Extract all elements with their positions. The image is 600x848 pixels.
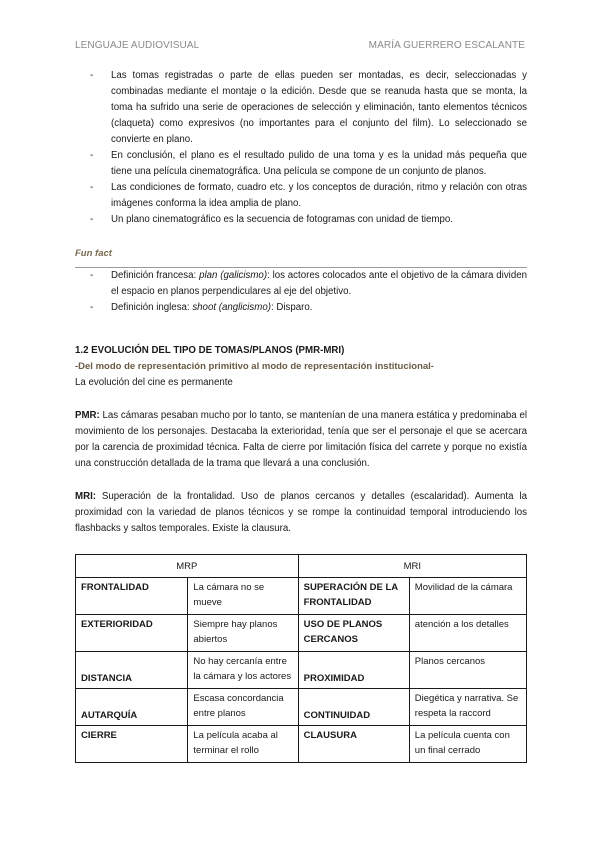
section-subtitle: -Del modo de representación primitivo al modo de representación institucional- <box>75 361 434 372</box>
table-row <box>76 726 527 763</box>
definitions-list <box>75 268 527 316</box>
list-item <box>75 300 527 316</box>
section-title: 1.2 EVOLUCIÓN DEL TIPO DE TOMAS/PLANOS (PMR-MRI) <box>75 345 345 356</box>
table-row <box>76 578 527 615</box>
mri-label: MRI: <box>75 491 96 502</box>
table-cell: USO DE PLANOS CERCANOS <box>298 615 409 652</box>
definition-text: : los actores colocados ante el objetivo de la cámara dividen el espacio en planos perpendiculares al eje del objetivo. <box>111 270 527 297</box>
pmr-text: Las cámaras pesaban mucho por lo tanto, se mantenían de una manera estática y predominaba el movimiento de los personajes. Destacaba la exterioridad, tenía que ser el personaje el que se acercara por la carencia de proximidad técnica. Falta de cierre por limitación física del carrete y porque no existía una construcción detallada de la trama que llevará a una conclusión. <box>75 410 527 469</box>
plano-bullet-list <box>75 68 527 228</box>
definition-prefix: Definición inglesa: <box>111 302 193 313</box>
column-header-mrp: MRP <box>76 555 299 578</box>
definition-term: plan (galicismo) <box>199 270 268 281</box>
table-cell: SUPERACIÓN DE LA FRONTALIDAD <box>298 578 409 615</box>
mri-paragraph <box>75 489 527 537</box>
pmr-paragraph <box>75 408 527 472</box>
table-header-row <box>76 555 527 578</box>
table-cell: DISTANCIA <box>76 652 188 689</box>
pmr-label: PMR: <box>75 410 100 421</box>
mri-text: Superación de la frontalidad. Uso de planos cercanos y detalles (escalaridad). Aumenta la proximidad con la variedad de planos técnicos y se rompe la continuidad temporal introduciendo los flashbacks y saltos temporales. Existe la clausura. <box>75 491 527 534</box>
table-cell: CIERRE <box>76 726 188 763</box>
list-item <box>75 268 527 300</box>
table-cell: CLAUSURA <box>298 726 409 763</box>
table-cell: Siempre hay planos abiertos <box>188 615 298 652</box>
table-row <box>76 652 527 689</box>
table-cell: CONTINUIDAD <box>298 689 409 726</box>
header-author: MARÍA GUERRERO ESCALANTE <box>368 40 525 51</box>
header-course-title: LENGUAJE AUDIOVISUAL <box>75 40 200 51</box>
table-cell: Escasa concordancia entre planos <box>188 689 298 726</box>
comparison-table <box>75 554 527 763</box>
section-intro: La evolución del cine es permanente <box>75 377 233 388</box>
table-cell: La película acaba al terminar el rollo <box>188 726 298 763</box>
table-cell: No hay cercanía entre la cámara y los actores <box>188 652 298 689</box>
table-cell: PROXIMIDAD <box>298 652 409 689</box>
table-row <box>76 689 527 726</box>
table-cell: Diegética y narrativa. Se respeta la raccord <box>409 689 526 726</box>
table-cell: La cámara no se mueve <box>188 578 298 615</box>
table-cell: EXTERIORIDAD <box>76 615 188 652</box>
definition-term: shoot (anglicismo) <box>192 302 271 313</box>
list-item: - Las tomas registradas o parte de ellas pueden ser montadas, es decir, seleccionadas y combinadas mediante el montaje o la edición. Desde que se reanuda hasta que se monta, la toma ha sufrido una serie de operaciones de selección y eliminación, tanto elementos técnicos (claqueta) como expresivos (no importantes para el conjunto del film). Lo seleccionado se convierte en plano. <box>75 68 527 148</box>
list-item: - Las condiciones de formato, cuadro etc. y los conceptos de duración, ritmo y relación con otras imágenes conforma la idea amplia de plano. <box>75 180 527 212</box>
table-cell: La película cuenta con un final cerrado <box>409 726 526 763</box>
list-item: - Un plano cinematográfico es la secuencia de fotogramas con unidad de tiempo. <box>75 212 527 228</box>
table-cell: FRONTALIDAD <box>76 578 188 615</box>
table-cell: AUTARQUÍA <box>76 689 188 726</box>
table-row <box>76 615 527 652</box>
column-header-mri: MRI <box>298 555 526 578</box>
list-item: - En conclusión, el plano es el resultado pulido de una toma y es la unidad más pequeña que tiene una película cinematográfica. Una película se compone de un conjunto de planos. <box>75 148 527 180</box>
page-header <box>75 40 525 51</box>
table-cell: atención a los detalles <box>409 615 526 652</box>
table-cell: Movilidad de la cámara <box>409 578 526 615</box>
fun-fact-heading: Fun fact <box>75 246 527 268</box>
page-content <box>75 68 527 763</box>
table-cell: Planos cercanos <box>409 652 526 689</box>
definition-prefix: Definición francesa: <box>111 270 200 281</box>
definition-text: : Disparo. <box>270 302 313 313</box>
